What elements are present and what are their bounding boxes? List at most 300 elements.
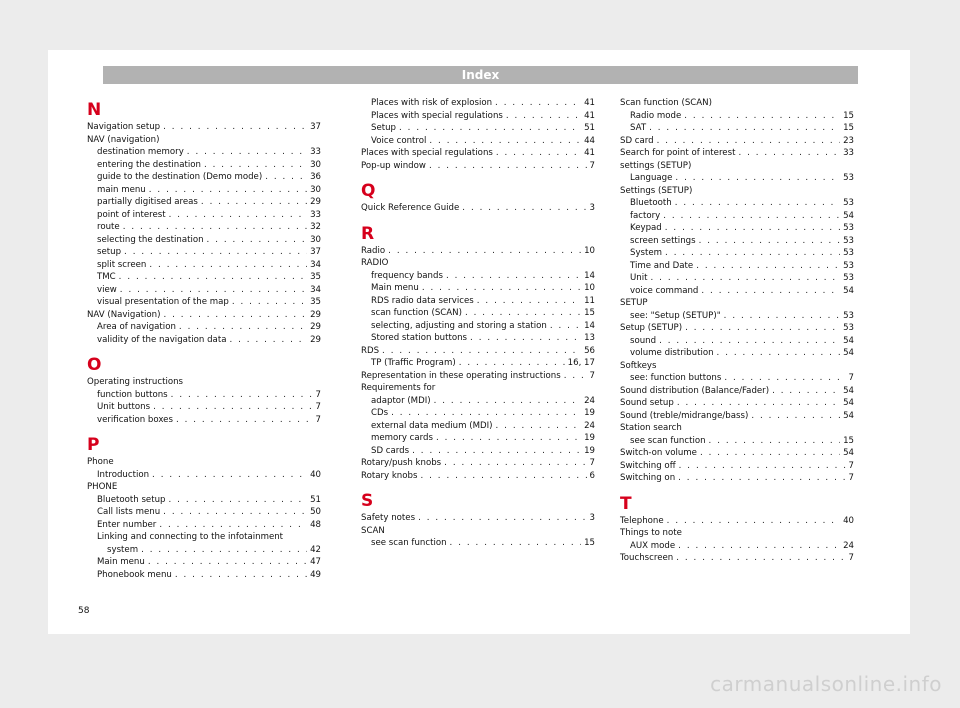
index-entry[interactable] bbox=[361, 332, 595, 345]
index-entry[interactable] bbox=[361, 445, 595, 458]
index-entry[interactable] bbox=[361, 470, 595, 483]
index-entry-page: 49 bbox=[310, 569, 321, 580]
dot-leader bbox=[679, 460, 846, 473]
dot-leader bbox=[738, 147, 840, 160]
index-entry-page: 54 bbox=[843, 285, 854, 296]
index-entry-label: volume distribution bbox=[630, 348, 714, 358]
index-entry-page: 44 bbox=[584, 135, 595, 146]
index-entry-label: Quick Reference Guide bbox=[361, 203, 460, 213]
dot-leader bbox=[175, 569, 307, 582]
index-entry[interactable] bbox=[620, 435, 854, 448]
index-entry[interactable] bbox=[87, 309, 321, 322]
dot-leader bbox=[751, 410, 840, 423]
index-entry[interactable] bbox=[87, 146, 321, 159]
index-entry-label: external data medium (MDI) bbox=[371, 420, 493, 431]
index-entry[interactable] bbox=[620, 515, 854, 528]
index-entry[interactable] bbox=[361, 512, 595, 525]
index-entry-page: 7 bbox=[589, 370, 595, 381]
dot-leader bbox=[153, 401, 312, 414]
dot-leader bbox=[667, 515, 840, 528]
index-entry-label: guide to the destination (Demo mode) bbox=[97, 172, 263, 182]
dot-leader bbox=[159, 519, 307, 532]
index-entry-label: destination memory bbox=[97, 147, 184, 157]
section-letter: S bbox=[361, 491, 374, 511]
index-entry[interactable] bbox=[87, 284, 321, 297]
dot-leader bbox=[418, 512, 586, 525]
dot-leader bbox=[462, 202, 586, 215]
index-heading: Softkeys bbox=[620, 360, 657, 371]
index-entry[interactable] bbox=[87, 221, 321, 234]
index-entry-label: route bbox=[97, 222, 120, 232]
index-entry[interactable] bbox=[361, 270, 595, 283]
index-entry-label: Call lists menu bbox=[97, 507, 161, 517]
index-entry-page: 40 bbox=[843, 515, 854, 526]
index-entry-label: Voice control bbox=[371, 135, 427, 146]
index-entry-page: 7 bbox=[848, 553, 854, 563]
index-entry-page: 13 bbox=[584, 333, 595, 343]
dot-leader bbox=[459, 357, 565, 370]
index-entry-label: Search for point of interest bbox=[620, 148, 736, 158]
index-entry-label: setup bbox=[97, 247, 122, 257]
index-entry[interactable] bbox=[361, 357, 595, 370]
index-entry-label: see scan function bbox=[371, 538, 447, 548]
index-entry-page: 3 bbox=[589, 513, 595, 523]
index-heading: RADIO bbox=[361, 258, 389, 268]
index-entry-label: point of interest bbox=[97, 209, 166, 220]
index-entry-page: 54 bbox=[843, 398, 854, 408]
index-entry-page: 7 bbox=[848, 373, 854, 383]
index-entry-label: partially digitised areas bbox=[97, 197, 198, 207]
index-entry-page: 53 bbox=[843, 260, 854, 271]
index-entry-label: Introduction bbox=[97, 469, 150, 480]
index-entry-label: Keypad bbox=[630, 223, 662, 233]
index-entry[interactable] bbox=[87, 556, 321, 569]
index-entry-page: 15 bbox=[584, 538, 595, 548]
index-heading: Scan function (SCAN) bbox=[620, 98, 712, 108]
index-heading: PHONE bbox=[87, 482, 118, 492]
dot-leader bbox=[436, 432, 581, 445]
index-entry[interactable] bbox=[361, 97, 595, 110]
dot-leader bbox=[665, 247, 840, 260]
dot-leader bbox=[676, 552, 845, 565]
dot-leader bbox=[465, 307, 581, 320]
index-entry-label: SAT bbox=[630, 123, 647, 133]
dot-leader bbox=[429, 135, 581, 148]
index-entry-page: 7 bbox=[315, 414, 321, 425]
index-entry[interactable] bbox=[87, 506, 321, 519]
index-entry[interactable] bbox=[620, 260, 854, 273]
index-entry-label: verification boxes bbox=[97, 414, 173, 425]
dot-leader bbox=[444, 457, 586, 470]
dot-leader bbox=[677, 397, 840, 410]
index-entry-page: 34 bbox=[310, 259, 321, 270]
section-letter: P bbox=[87, 435, 100, 455]
index-entry[interactable] bbox=[87, 271, 321, 284]
index-entry-label: Unit bbox=[630, 273, 648, 283]
dot-leader bbox=[152, 469, 307, 482]
index-entry-label: function buttons bbox=[97, 389, 168, 400]
dot-leader bbox=[675, 172, 840, 185]
dot-leader bbox=[649, 122, 840, 135]
index-entry-page: 53 bbox=[843, 235, 854, 246]
index-entry-label: scan function (SCAN) bbox=[371, 308, 462, 318]
index-entry-page: 19 bbox=[584, 433, 595, 443]
index-entry-label: factory bbox=[630, 210, 661, 221]
index-entry-label: Sound distribution (Balance/Fader) bbox=[620, 385, 770, 396]
index-entry[interactable] bbox=[620, 135, 854, 148]
index-entry[interactable] bbox=[87, 184, 321, 197]
index-entry[interactable] bbox=[620, 552, 854, 565]
index-entry[interactable] bbox=[361, 407, 595, 420]
index-entry-label: Bluetooth setup bbox=[97, 494, 166, 505]
dot-leader bbox=[701, 285, 840, 298]
index-entry-page: 53 bbox=[843, 248, 854, 258]
dot-leader bbox=[564, 370, 587, 383]
dot-leader bbox=[163, 506, 307, 519]
index-entry[interactable] bbox=[620, 347, 854, 360]
index-column-1 bbox=[87, 97, 321, 581]
dot-leader bbox=[434, 395, 581, 408]
index-entry-label: visual presentation of the map bbox=[97, 297, 229, 307]
index-entry-label: Unit buttons bbox=[97, 402, 151, 412]
index-heading: settings (SETUP) bbox=[620, 160, 692, 171]
index-entry[interactable] bbox=[620, 172, 854, 185]
index-entry[interactable] bbox=[620, 247, 854, 260]
dot-leader bbox=[420, 470, 586, 483]
index-entry-label: TMC bbox=[97, 272, 116, 282]
index-entry[interactable] bbox=[361, 135, 595, 148]
index-entry[interactable] bbox=[361, 307, 595, 320]
dot-leader bbox=[675, 197, 840, 210]
index-entry-page: 29 bbox=[310, 309, 321, 320]
dot-leader bbox=[470, 332, 581, 345]
dot-leader bbox=[169, 209, 307, 222]
index-entry-page: 23 bbox=[843, 135, 854, 146]
index-entry-label: view bbox=[97, 284, 117, 295]
section-letter: Q bbox=[361, 181, 376, 201]
index-entry-page: 30 bbox=[310, 184, 321, 195]
index-entry-page: 33 bbox=[843, 148, 854, 158]
index-entry-page: 34 bbox=[310, 284, 321, 295]
index-entry-page: 42 bbox=[310, 544, 321, 555]
index-entry-page: 53 bbox=[843, 273, 854, 283]
index-entry-page: 19 bbox=[584, 408, 595, 418]
dot-leader bbox=[391, 407, 581, 420]
index-heading: SCAN bbox=[361, 525, 385, 536]
index-heading: Requirements for bbox=[361, 383, 436, 393]
index-entry-page: 7 bbox=[848, 473, 854, 483]
index-entry[interactable] bbox=[620, 122, 854, 135]
index-entry[interactable] bbox=[620, 285, 854, 298]
index-entry[interactable] bbox=[361, 295, 595, 308]
index-column-3 bbox=[620, 97, 854, 565]
index-entry-label: SD cards bbox=[371, 445, 410, 456]
dot-leader bbox=[176, 414, 313, 427]
index-entry[interactable] bbox=[620, 410, 854, 423]
index-entry[interactable] bbox=[361, 420, 595, 433]
dot-leader bbox=[699, 235, 840, 248]
dot-leader bbox=[179, 321, 307, 334]
section-letter: T bbox=[620, 493, 632, 514]
index-entry-page: 24 bbox=[584, 420, 595, 431]
index-entry[interactable] bbox=[87, 334, 321, 347]
index-entry[interactable] bbox=[361, 395, 595, 408]
dot-leader bbox=[657, 135, 840, 148]
index-entry[interactable] bbox=[361, 160, 595, 173]
dot-leader bbox=[724, 310, 840, 323]
index-entry[interactable] bbox=[87, 246, 321, 259]
index-entry[interactable] bbox=[361, 110, 595, 123]
dot-leader bbox=[724, 372, 845, 385]
dot-leader bbox=[651, 272, 841, 285]
index-heading: Phone bbox=[87, 457, 114, 467]
index-entry[interactable] bbox=[620, 540, 854, 553]
index-entry-label: Telephone bbox=[620, 515, 664, 526]
dot-leader bbox=[124, 246, 307, 259]
index-entry-label: Switching off bbox=[620, 460, 676, 471]
index-entry-page: 29 bbox=[310, 197, 321, 207]
index-entry[interactable] bbox=[620, 147, 854, 160]
index-heading: SETUP bbox=[620, 298, 648, 308]
index-entry[interactable] bbox=[620, 272, 854, 285]
index-entry[interactable] bbox=[87, 121, 321, 134]
index-entry[interactable] bbox=[87, 259, 321, 272]
dot-leader bbox=[446, 270, 581, 283]
index-entry-label: CDs bbox=[371, 408, 389, 418]
index-entry-page: 53 bbox=[843, 323, 854, 333]
index-entry[interactable] bbox=[87, 469, 321, 482]
dot-leader bbox=[477, 295, 581, 308]
dot-leader bbox=[422, 282, 581, 295]
dot-leader bbox=[709, 435, 841, 448]
dot-leader bbox=[229, 334, 307, 347]
index-entry-page: 29 bbox=[310, 334, 321, 345]
index-entry-page: 32 bbox=[310, 222, 321, 232]
section-letter: R bbox=[361, 223, 375, 244]
dot-leader bbox=[700, 447, 840, 460]
index-entry-label: Time and Date bbox=[630, 260, 694, 271]
index-entry[interactable] bbox=[87, 159, 321, 172]
index-entry[interactable] bbox=[361, 432, 595, 445]
index-entry[interactable] bbox=[620, 222, 854, 235]
index-entry-label: frequency bands bbox=[371, 270, 443, 281]
index-entry[interactable] bbox=[87, 296, 321, 309]
index-entry[interactable] bbox=[87, 209, 321, 222]
index-entry-page: 14 bbox=[584, 320, 595, 331]
index-entry-page: 19 bbox=[584, 445, 595, 456]
index-entry[interactable] bbox=[361, 537, 595, 550]
index-entry-page: 7 bbox=[315, 402, 321, 412]
index-entry[interactable] bbox=[620, 322, 854, 335]
index-entry[interactable] bbox=[620, 335, 854, 348]
index-entry-label: Switch-on volume bbox=[620, 448, 697, 458]
dot-leader bbox=[399, 122, 581, 135]
index-entry-page: 7 bbox=[589, 160, 595, 171]
index-entry[interactable] bbox=[620, 110, 854, 123]
index-entry-label: Touchscreen bbox=[620, 553, 674, 563]
index-entry-page: 54 bbox=[843, 385, 854, 396]
index-entry[interactable] bbox=[87, 414, 321, 427]
watermark: carmanualsonline.info bbox=[710, 672, 942, 696]
index-entry-label: Main menu bbox=[97, 557, 145, 567]
index-entry-page: 54 bbox=[843, 335, 854, 346]
index-entry-page: 36 bbox=[310, 172, 321, 182]
index-entry-page: 50 bbox=[310, 507, 321, 517]
index-entry-page: 35 bbox=[310, 272, 321, 282]
dot-leader bbox=[412, 445, 581, 458]
index-entry-label: Navigation setup bbox=[87, 122, 161, 132]
dot-leader bbox=[717, 347, 841, 360]
index-entry-page: 40 bbox=[310, 469, 321, 480]
index-entry[interactable] bbox=[361, 282, 595, 295]
index-entry-label: RDS bbox=[361, 345, 380, 356]
index-entry-label: Bluetooth bbox=[630, 198, 672, 208]
dot-leader bbox=[163, 309, 307, 322]
index-entry[interactable] bbox=[87, 544, 321, 557]
index-entry-page: 7 bbox=[848, 460, 854, 471]
dot-leader bbox=[663, 210, 840, 223]
dot-leader bbox=[388, 245, 581, 258]
index-entry-label: Safety notes bbox=[361, 513, 416, 523]
dot-leader bbox=[496, 420, 582, 433]
index-entry-page: 41 bbox=[584, 110, 595, 121]
index-entry-page: 53 bbox=[843, 173, 854, 183]
dot-leader bbox=[495, 97, 581, 110]
index-entry-label: Phonebook menu bbox=[97, 569, 172, 580]
index-entry-page: 6 bbox=[589, 470, 595, 481]
index-entry[interactable] bbox=[361, 245, 595, 258]
index-entry-label: selecting, adjusting and storing a station bbox=[371, 320, 547, 331]
index-entry-label: Sound setup bbox=[620, 398, 674, 408]
dot-leader bbox=[201, 196, 307, 209]
index-entry-label: Enter number bbox=[97, 519, 157, 530]
index-entry[interactable] bbox=[361, 457, 595, 470]
index-entry-page: 3 bbox=[589, 203, 595, 213]
index-entry-page: 7 bbox=[589, 458, 595, 468]
index-entry-label: RDS radio data services bbox=[371, 295, 474, 306]
index-entry-page: 16, 17 bbox=[567, 358, 595, 368]
index-entry[interactable] bbox=[361, 345, 595, 358]
index-entry[interactable] bbox=[87, 196, 321, 209]
index-entry-label: Language bbox=[630, 173, 673, 183]
index-heading: Things to note bbox=[620, 528, 682, 538]
section-letter: O bbox=[87, 355, 102, 375]
index-entry-page: 56 bbox=[584, 345, 595, 356]
index-entry[interactable] bbox=[620, 372, 854, 385]
index-entry-label: Rotary knobs bbox=[361, 470, 418, 481]
index-entry[interactable] bbox=[620, 235, 854, 248]
dot-leader bbox=[382, 345, 581, 358]
dot-leader bbox=[169, 494, 308, 507]
index-entry[interactable] bbox=[361, 320, 595, 333]
index-entry[interactable] bbox=[87, 234, 321, 247]
index-entry-label: voice command bbox=[630, 285, 699, 296]
dot-leader bbox=[119, 271, 307, 284]
dot-leader bbox=[684, 110, 840, 123]
index-entry-label: Places with special regulations bbox=[361, 148, 493, 158]
index-entry-page: 15 bbox=[843, 123, 854, 133]
index-heading: Station search bbox=[620, 423, 682, 433]
dot-leader bbox=[496, 147, 581, 160]
index-entry[interactable] bbox=[620, 197, 854, 210]
index-entry[interactable] bbox=[620, 397, 854, 410]
index-entry-label: Switching on bbox=[620, 473, 676, 483]
index-heading: Operating instructions bbox=[87, 377, 184, 387]
index-entry-page: 11 bbox=[584, 295, 595, 306]
dot-leader bbox=[678, 472, 845, 485]
dot-leader bbox=[207, 234, 308, 247]
index-entry-page: 54 bbox=[843, 210, 854, 221]
index-entry-label: System bbox=[630, 248, 663, 258]
dot-leader bbox=[232, 296, 307, 309]
index-entry[interactable] bbox=[620, 385, 854, 398]
index-entry[interactable] bbox=[87, 389, 321, 402]
index-entry-label: Rotary/push knobs bbox=[361, 458, 442, 468]
index-entry[interactable] bbox=[87, 519, 321, 532]
index-entry-label: sound bbox=[630, 335, 657, 346]
index-entry-label: selecting the destination bbox=[97, 234, 204, 245]
index-entry-page: 15 bbox=[843, 110, 854, 121]
index-entry-page: 51 bbox=[584, 123, 595, 133]
index-entry[interactable] bbox=[620, 447, 854, 460]
index-entry[interactable] bbox=[361, 122, 595, 135]
index-entry[interactable] bbox=[620, 310, 854, 323]
index-entry-page: 54 bbox=[843, 410, 854, 421]
index-entry-label: Stored station buttons bbox=[371, 333, 468, 343]
index-heading: NAV (navigation) bbox=[87, 134, 160, 145]
index-entry-page: 24 bbox=[843, 540, 854, 551]
index-entry-label: screen settings bbox=[630, 235, 696, 246]
index-entry-label: main menu bbox=[97, 184, 146, 195]
index-entry-label: split screen bbox=[97, 259, 147, 270]
index-entry-label: TP (Traffic Program) bbox=[371, 358, 456, 368]
index-entry-page: 15 bbox=[843, 435, 854, 446]
index-entry-page: 30 bbox=[310, 234, 321, 245]
index-entry[interactable] bbox=[87, 171, 321, 184]
index-entry[interactable] bbox=[87, 569, 321, 582]
index-entry-label: entering the destination bbox=[97, 159, 201, 170]
index-entry[interactable] bbox=[87, 401, 321, 414]
index-entry-page: 14 bbox=[584, 270, 595, 281]
index-entry-page: 29 bbox=[310, 322, 321, 332]
index-entry-page: 53 bbox=[843, 310, 854, 321]
index-entry-page: 30 bbox=[310, 159, 321, 170]
index-entry-label: AUX mode bbox=[630, 540, 676, 551]
index-entry-label: NAV (Navigation) bbox=[87, 309, 161, 320]
index-entry[interactable] bbox=[620, 460, 854, 473]
index-entry-label: see scan function bbox=[630, 435, 706, 446]
index-entry[interactable] bbox=[361, 202, 595, 215]
dot-leader bbox=[187, 146, 307, 159]
index-entry-page: 37 bbox=[310, 247, 321, 257]
dot-leader bbox=[659, 335, 840, 348]
index-entry-label: Places with risk of explosion bbox=[371, 98, 493, 108]
index-entry[interactable] bbox=[361, 147, 595, 160]
index-entry-page: 10 bbox=[584, 245, 595, 256]
index-entry-label: adaptor (MDI) bbox=[371, 395, 431, 406]
index-entry[interactable] bbox=[361, 370, 595, 383]
index-entry[interactable] bbox=[87, 321, 321, 334]
index-entry[interactable] bbox=[620, 210, 854, 223]
section-letter: N bbox=[87, 100, 102, 120]
dot-leader bbox=[171, 389, 313, 402]
index-entry[interactable] bbox=[87, 494, 321, 507]
page-number: 58 bbox=[78, 606, 90, 616]
index-entry-page: 54 bbox=[843, 448, 854, 458]
index-entry-page: 35 bbox=[310, 297, 321, 307]
index-entry[interactable] bbox=[620, 472, 854, 485]
index-entry-page: 33 bbox=[310, 209, 321, 220]
